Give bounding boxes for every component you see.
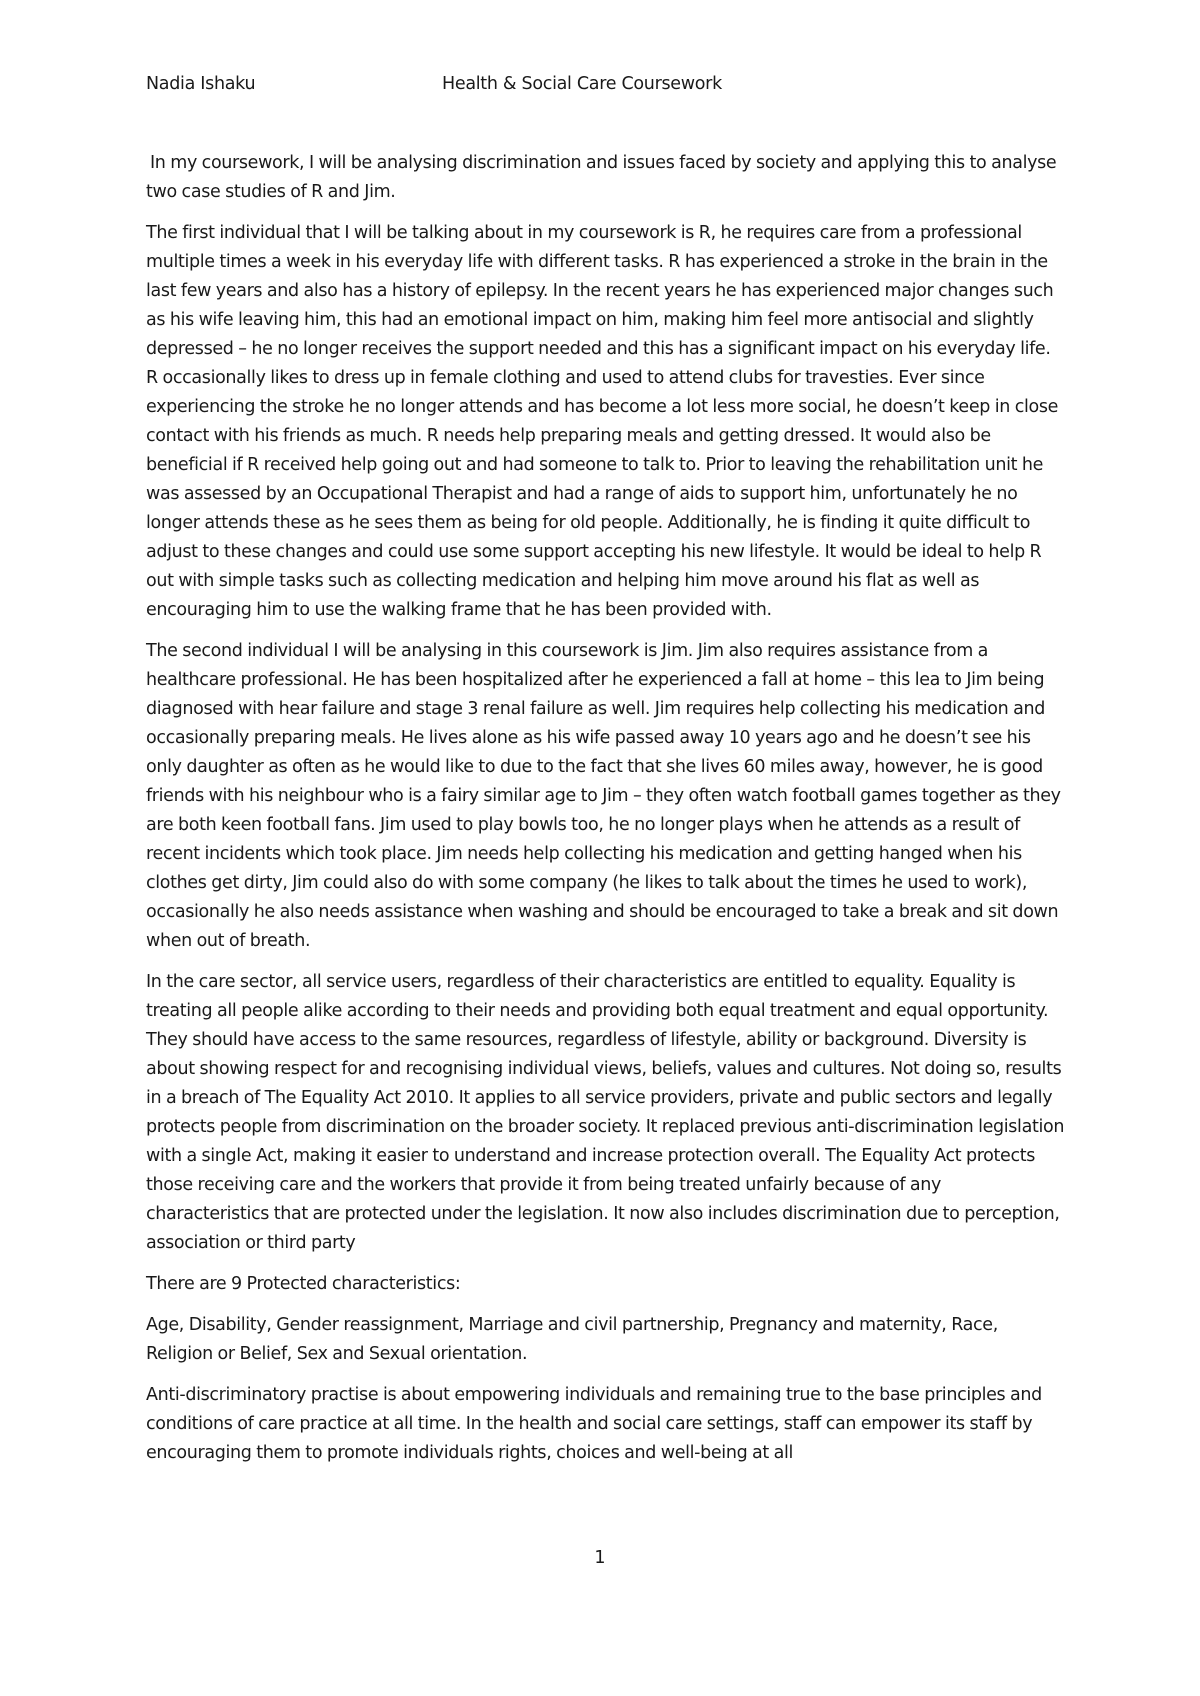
document-body xyxy=(146,149,1066,1480)
header-author: Nadia Ishaku xyxy=(146,74,256,94)
header-title: Health & Social Care Coursework xyxy=(442,74,722,94)
paragraph-case-study-r: The first individual that I will be talking about in my coursework is R, he requires care from a professional multiple times a week in his everyday life with different tasks. R has experienced a stroke in the brain in the last few years and also has a history of epilepsy. In the recent years he has experienced major changes such as his wife leaving him, this had an emotional impact on him, making him feel more antisocial and slightly depressed – he no longer receives the support needed and this has a significant impact on his everyday life. R occasionally likes to dress up in female clothing and used to attend clubs for travesties. Ever since experiencing the stroke he no longer attends and has become a lot less more social, he doesn’t keep in close contact with his friends as much. R needs help preparing meals and getting dressed. It would also be beneficial if R received help going out and had someone to talk to. Prior to leaving the rehabilitation unit he was assessed by an Occupational Therapist and had a range of aids to support him, unfortunately he no longer attends these as he sees them as being for old people. Additionally, he is finding it quite difficult to adjust to these changes and could use some support accepting his new lifestyle. It would be ideal to help R out with simple tasks such as collecting medication and helping him move around his flat as well as encouraging him to use the walking frame that he has been provided with. xyxy=(146,223,1059,620)
page-header xyxy=(146,74,1066,100)
paragraph-protected-heading: There are 9 Protected characteristics: xyxy=(146,1274,461,1294)
paragraph-case-study-jim: The second individual I will be analysing in this coursework is Jim. Jim also requires assistance from a healthcare professional. He has been hospitalized after he experienced a fall at home – this lea to Jim being diagnosed with hear failure and stage 3 renal failure as well. Jim requires help collecting his medication and occasionally preparing meals. He lives alone as his wife passed away 10 years ago and he doesn’t see his only daughter as often as he would like to due to the fact that she lives 60 miles away, however, he is good friends with his neighbour who is a fairy similar age to Jim – they often watch football games together as they are both keen football fans. Jim used to play bowls too, he no longer plays when he attends as a result of recent incidents which took place. Jim needs help collecting his medication and getting hanged when his clothes get dirty, Jim could also do with some company (he likes to talk about the times he used to work), occasionally he also needs assistance when washing and should be encouraged to take a break and sit down when out of breath. xyxy=(146,641,1061,951)
page-number: 1 xyxy=(594,1548,606,1568)
paragraph-intro: In my coursework, I will be analysing discrimination and issues faced by society and applying this to analyse two case studies of R and Jim. xyxy=(146,153,1057,202)
paragraph-equality: In the care sector, all service users, regardless of their characteristics are entitled to equality. Equality is treating all people alike according to their needs and providing both equal treatment and equal opportunity. They should have access to the same resources, regardless of lifestyle, ability or background. Diversity is about showing respect for and recognising individual views, beliefs, values and cultures. Not doing so, results in a breach of The Equality Act 2010. It applies to all service providers, private and public sectors and legally protects people from discrimination on the broader society. It replaced previous anti-discrimination legislation with a single Act, making it easier to understand and increase protection overall. The Equality Act protects those receiving care and the workers that provide it from being treated unfairly because of any characteristics that are protected under the legislation. It now also includes discrimination due to perception, association or third party xyxy=(146,972,1065,1253)
paragraph-anti-discriminatory: Anti-discriminatory practise is about empowering individuals and remaining true to the base principles and conditions of care practice at all time. In the health and social care settings, staff can empower its staff by encouraging them to promote individuals rights, choices and well-being at all xyxy=(146,1385,1042,1463)
paragraph-protected-list: Age, Disability, Gender reassignment, Marriage and civil partnership, Pregnancy and maternity, Race, Religion or Belief, Sex and Sexual orientation. xyxy=(146,1315,998,1364)
